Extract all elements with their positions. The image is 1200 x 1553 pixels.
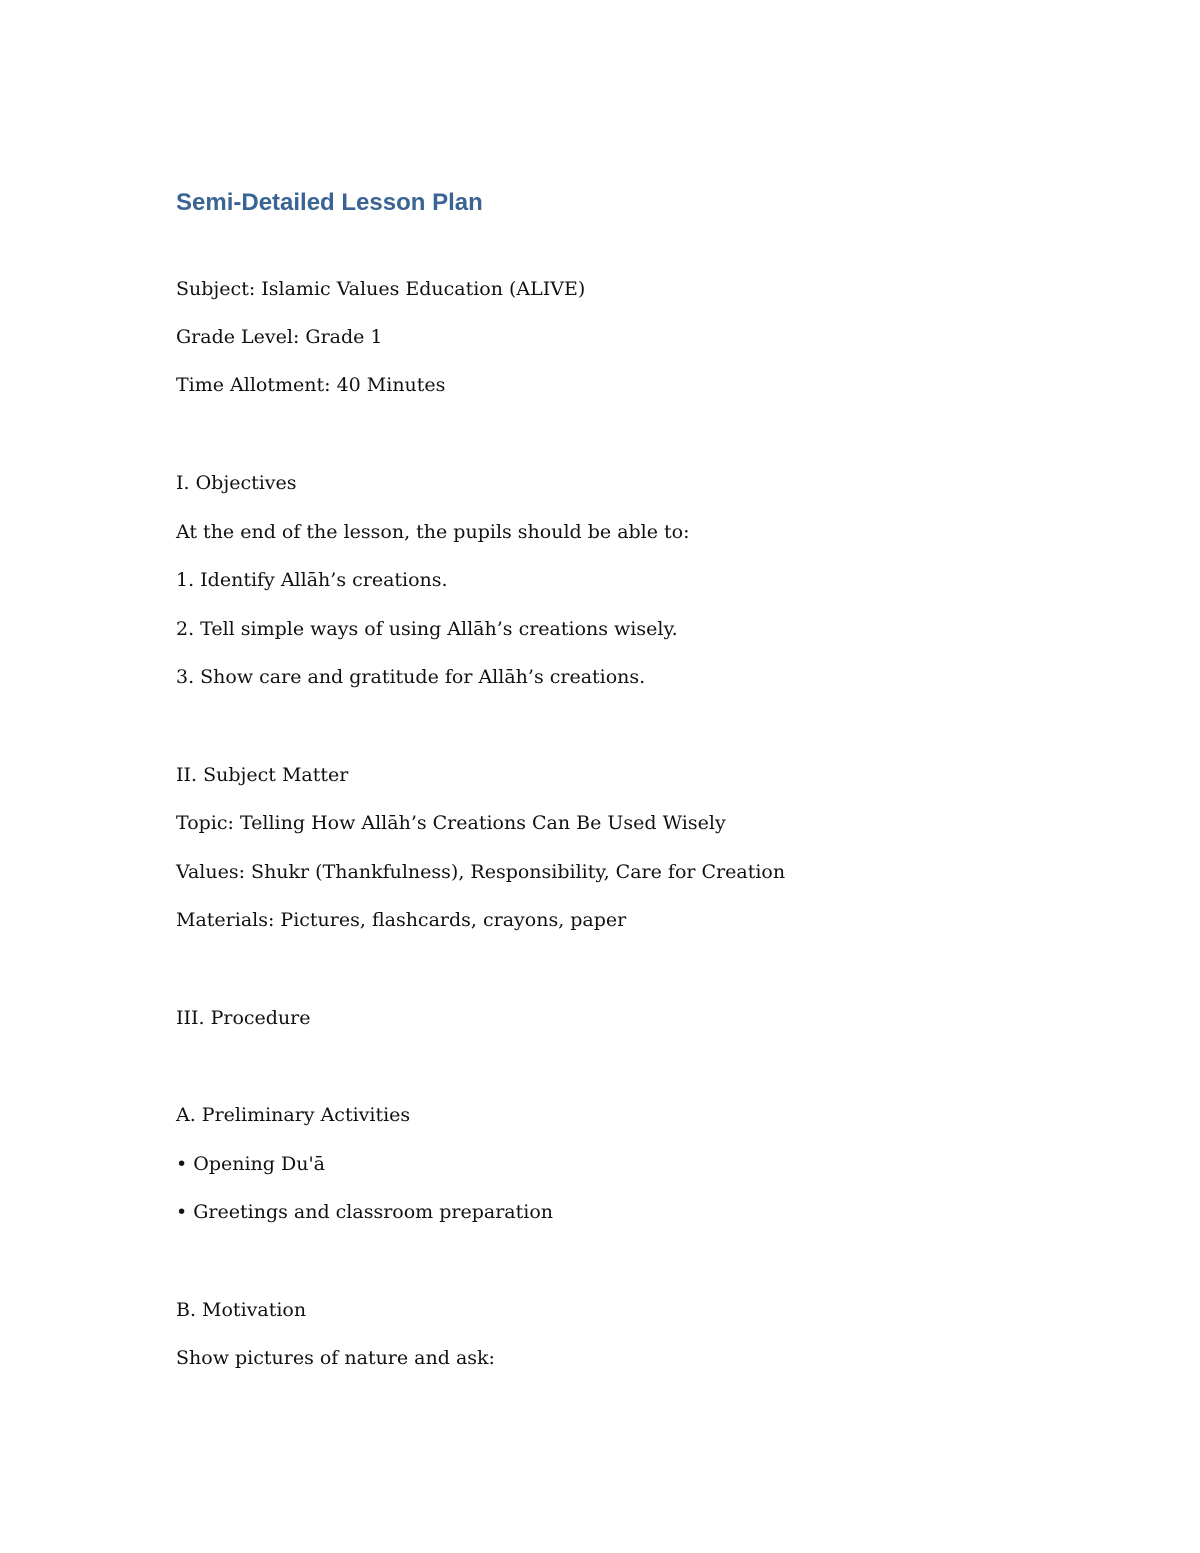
objectives-heading: I. Objectives bbox=[176, 472, 297, 494]
time-allotment-line: Time Allotment: 40 Minutes bbox=[176, 374, 446, 396]
objective-item: 3. Show care and gratitude for Allāh’s creations. bbox=[176, 666, 646, 688]
materials-line: Materials: Pictures, flashcards, crayons, paper bbox=[176, 909, 627, 931]
subject-line: Subject: Islamic Values Education (ALIVE) bbox=[176, 278, 586, 300]
topic-line: Topic: Telling How Allāh’s Creations Can Be Used Wisely bbox=[176, 812, 726, 834]
objective-item: 2. Tell simple ways of using Allāh’s creations wisely. bbox=[176, 618, 678, 640]
subject-matter-heading: II. Subject Matter bbox=[176, 764, 349, 786]
objective-item: 1. Identify Allāh’s creations. bbox=[176, 569, 448, 591]
procedure-heading: III. Procedure bbox=[176, 1007, 311, 1029]
objectives-intro: At the end of the lesson, the pupils should be able to: bbox=[176, 521, 690, 543]
page-title: Semi-Detailed Lesson Plan bbox=[176, 189, 483, 216]
motivation-text: Show pictures of nature and ask: bbox=[176, 1347, 495, 1369]
grade-level-line: Grade Level: Grade 1 bbox=[176, 326, 383, 348]
list-item: • Opening Du'ā bbox=[176, 1153, 326, 1175]
preliminary-heading: A. Preliminary Activities bbox=[176, 1104, 411, 1126]
motivation-heading: B. Motivation bbox=[176, 1299, 307, 1321]
values-line: Values: Shukr (Thankfulness), Responsibility, Care for Creation bbox=[176, 861, 786, 883]
list-item: • Greetings and classroom preparation bbox=[176, 1201, 554, 1223]
